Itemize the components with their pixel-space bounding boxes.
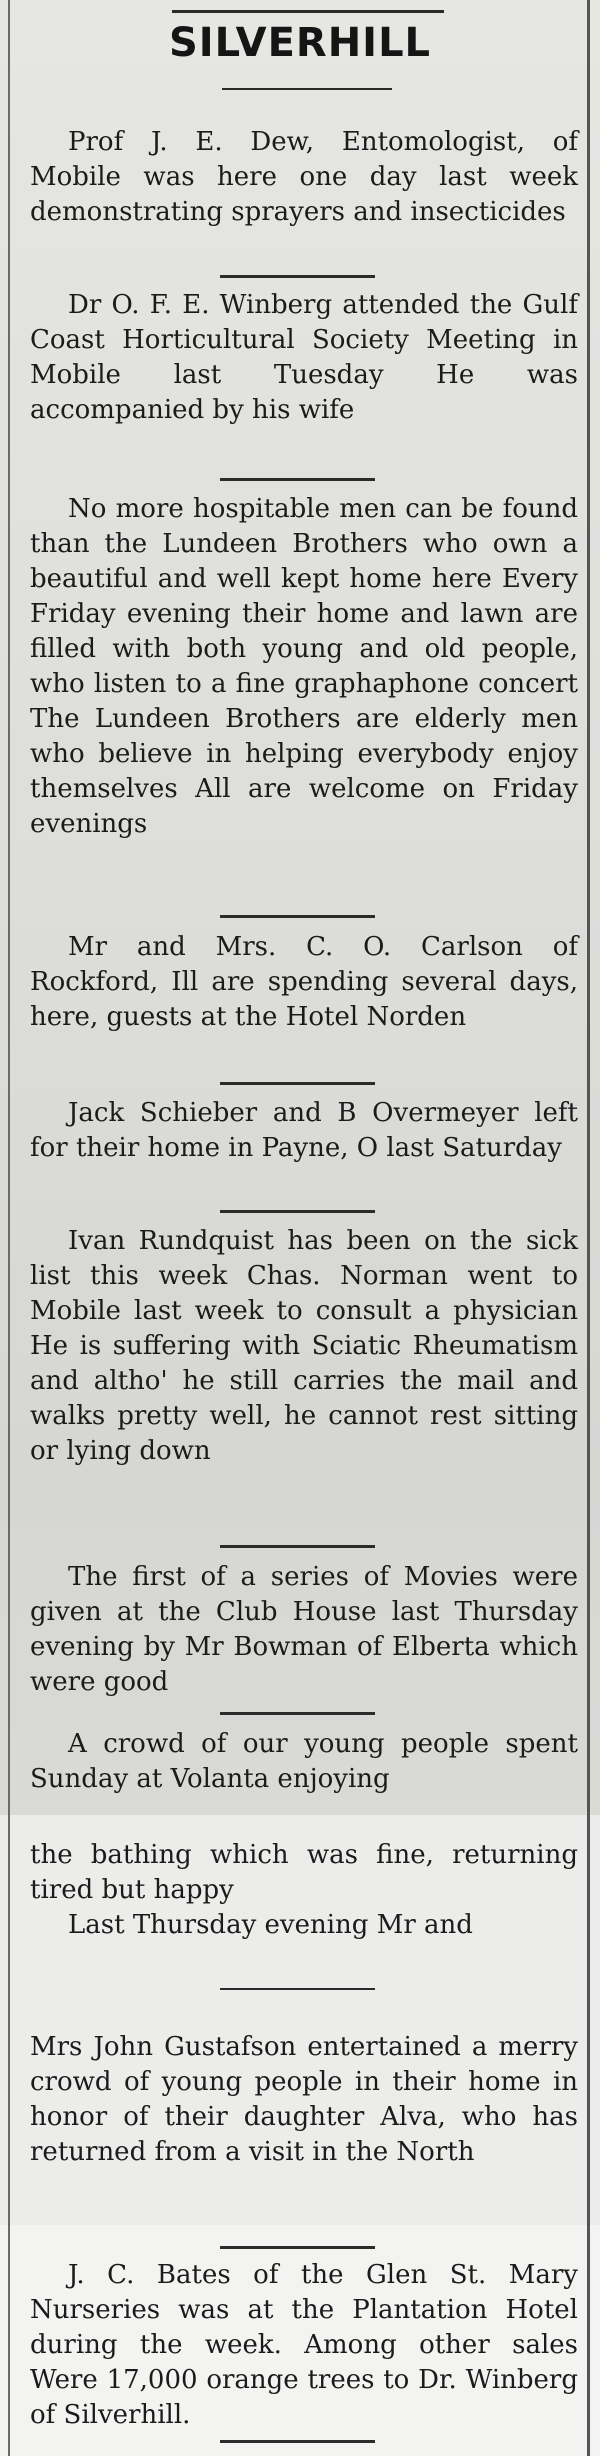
header-top-rule	[172, 10, 444, 13]
news-item-winberg: Dr O. F. E. Winberg attended the Gulf Coast Horticultural Society Meeting in Mobile last Tuesday He was accompanied by his wife	[30, 290, 578, 425]
item-separator	[220, 275, 375, 278]
news-item-carlson: Mr and Mrs. C. O. Carlson of Rockford, Ill are spending several days, here, guests at the Hotel Norden	[30, 932, 578, 1032]
item-separator	[220, 1712, 375, 1715]
item-separator	[220, 1545, 375, 1548]
news-item-bates: J. C. Bates of the Glen St. Mary Nurseries was at the Plantation Hotel during the week. Among other sales Were 17,000 orange trees to Dr. Winberg of Silverhill.	[30, 2260, 578, 2430]
header-bottom-rule	[222, 88, 392, 90]
item-separator	[220, 478, 375, 481]
item-separator	[220, 2440, 375, 2443]
news-item-lundeen: No more hospitable men can be found than the Lundeen Brothers who own a beautiful and well kept home here Every Friday evening their home and lawn are filled with both young and old people, who listen to a fine graphaphone concert The Lundeen Brothers are elderly men who believe in helping everybody enjoy themselves All are welcome on Friday evenings	[30, 494, 578, 839]
item-separator	[220, 1210, 375, 1213]
news-item-gustafson-start: Last Thursday evening Mr and	[68, 1910, 473, 1940]
news-item-volanta-cont: the bathing which was fine, returning tired but happy	[30, 1840, 578, 1905]
news-item-gustafson: Mrs John Gustafson entertained a merry crowd of young people in their home in honor of their daughter Alva, who has returned from a visit in the North	[30, 2032, 578, 2167]
item-separator	[220, 915, 375, 918]
news-item-movies: The first of a series of Movies were given at the Club House last Thursday evening by Mr Bowman of Elberta which were good	[30, 1562, 578, 1697]
item-separator	[220, 1082, 375, 1085]
news-item-rundquist: Ivan Rundquist has been on the sick list this week Chas. Norman went to Mobile last week to consult a physician He is suffering with Sciatic Rheumatism and altho' he still carries the mail and walks pretty well, he cannot rest sitting or lying down	[30, 1226, 578, 1466]
item-separator	[220, 1988, 375, 1990]
news-item-dew: Prof J. E. Dew, Entomologist, of Mobile was here one day last week demonstrating sprayers and insecticides	[30, 127, 578, 227]
section-title: SILVERHILL	[168, 20, 432, 66]
column-rule-left	[8, 0, 10, 2456]
news-item-volanta: A crowd of our young people spent Sunday at Volanta enjoying	[30, 1729, 578, 1794]
column-rule-right	[587, 0, 590, 2456]
item-separator	[220, 2246, 375, 2249]
news-item-schieber: Jack Schieber and B Overmeyer left for their home in Payne, O last Saturday	[30, 1098, 578, 1163]
